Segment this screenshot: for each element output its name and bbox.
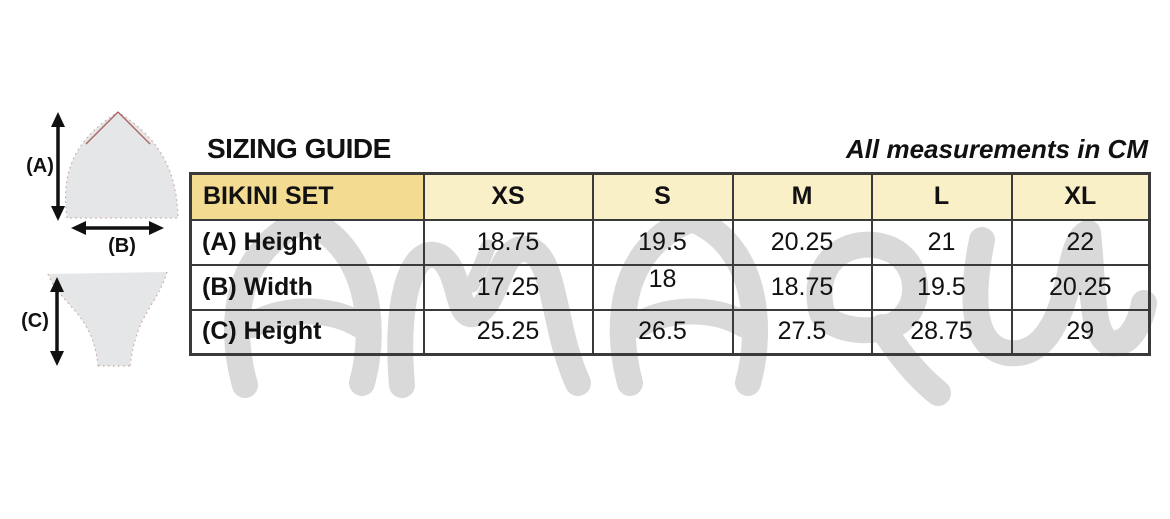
measurement-value: 26.5 <box>593 310 733 355</box>
page-title: SIZING GUIDE <box>207 133 391 164</box>
bikini-top-shape <box>65 112 178 218</box>
measurement-value: 19.5 <box>593 220 733 265</box>
table-row-c-height <box>191 310 1150 355</box>
column-header-xs: XS <box>424 174 593 220</box>
measurement-value: 29 <box>1012 310 1150 355</box>
title-row <box>207 133 1148 165</box>
width-b-arrow <box>71 221 164 235</box>
height-c-label: (C) <box>21 310 49 332</box>
bikini-measurement-diagram <box>10 100 190 370</box>
measurement-value: 20.25 <box>1012 265 1150 310</box>
measurement-value: 18 <box>593 265 733 310</box>
table-row-b-width <box>191 265 1150 310</box>
bikini-bottom-shape <box>48 272 167 366</box>
measurement-value: 21 <box>872 220 1012 265</box>
sizing-table-container <box>189 172 1151 356</box>
column-header-bikini-set: BIKINI SET <box>191 174 424 220</box>
measurement-value: 17.25 <box>424 265 593 310</box>
column-header-s: S <box>593 174 733 220</box>
measurement-value: 18.75 <box>424 220 593 265</box>
sizing-table <box>189 172 1151 356</box>
measurement-value: 28.75 <box>872 310 1012 355</box>
column-header-m: M <box>733 174 872 220</box>
measurement-value: 27.5 <box>733 310 872 355</box>
measurement-value: 20.25 <box>733 220 872 265</box>
row-label: (B) Width <box>191 265 424 310</box>
row-label: (C) Height <box>191 310 424 355</box>
measurement-value: 25.25 <box>424 310 593 355</box>
column-header-l: L <box>872 174 1012 220</box>
height-c-arrow <box>50 277 64 366</box>
measurement-value: 19.5 <box>872 265 1012 310</box>
table-header-row <box>191 174 1150 220</box>
column-header-xl: XL <box>1012 174 1150 220</box>
table-row-a-height <box>191 220 1150 265</box>
measurement-value: 22 <box>1012 220 1150 265</box>
measurement-value: 18.75 <box>733 265 872 310</box>
row-label: (A) Height <box>191 220 424 265</box>
height-a-label: (A) <box>26 155 54 177</box>
units-note: All measurements in CM <box>846 134 1148 164</box>
width-b-label: (B) <box>108 235 136 257</box>
